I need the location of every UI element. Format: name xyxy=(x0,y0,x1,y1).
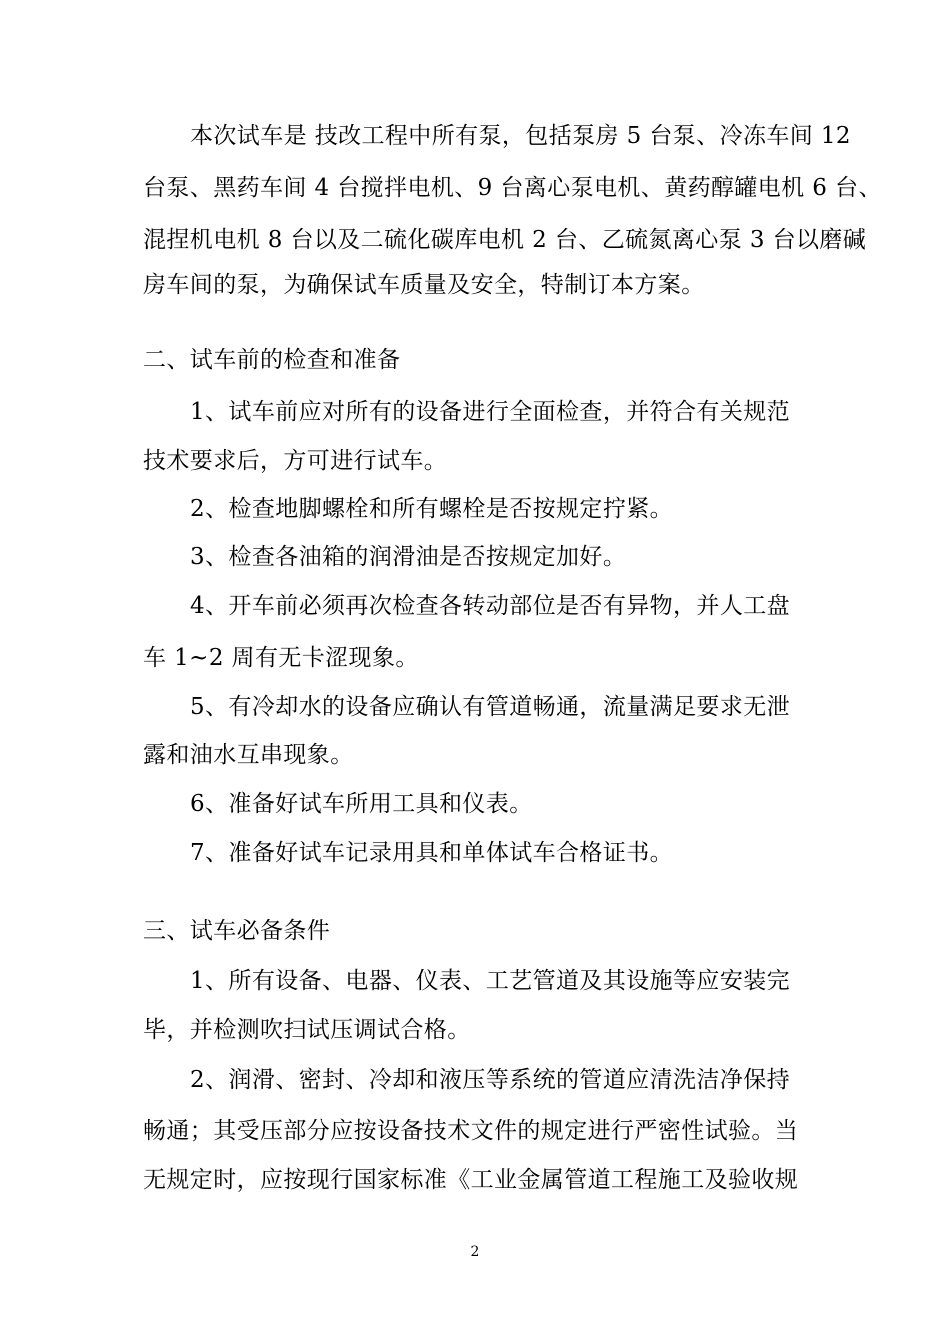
section3-line-4: 畅通；其受压部分应按设备技术文件的规定进行严密性试验。当 xyxy=(143,1118,799,1144)
section2-line-6: 车 1~2 周有无卡涩现象。 xyxy=(143,645,419,671)
section2-line-9: 6、准备好试车所用工具和仪表。 xyxy=(190,791,533,817)
intro-line-4: 房车间的泵，为确保试车质量及安全，特制订本方案。 xyxy=(143,272,705,298)
intro-line-2: 台泵、黑药车间 4 台搅拌电机、9 台离心泵电机、黄药醇罐电机 6 台、 xyxy=(143,175,882,201)
section2-line-8: 露和油水互串现象。 xyxy=(143,742,354,768)
section2-line-10: 7、准备好试车记录用具和单体试车合格证书。 xyxy=(190,840,674,866)
section3-line-2: 毕，并检测吹扫试压调试合格。 xyxy=(143,1017,471,1043)
section2-line-7: 5、有冷却水的设备应确认有管道畅通，流量满足要求无泄 xyxy=(190,694,791,720)
intro-line-1: 本次试车是 技改工程中所有泵，包括泵房 5 台泵、冷冻车间 12 xyxy=(190,123,851,149)
section2-heading: 二、试车前的检查和准备 xyxy=(143,347,401,373)
section2-line-2: 技术要求后，方可进行试车。 xyxy=(143,448,448,474)
section2-line-3: 2、检查地脚螺栓和所有螺栓是否按规定拧紧。 xyxy=(190,496,674,522)
section3-line-5: 无规定时，应按现行国家标准《工业金属管道工程施工及验收规 xyxy=(143,1167,799,1193)
page-number: 2 xyxy=(470,1244,480,1260)
section2-line-1: 1、试车前应对所有的设备进行全面检查，并符合有关规范 xyxy=(190,399,791,425)
section3-line-3: 2、润滑、密封、冷却和液压等系统的管道应清洗洁净保持 xyxy=(190,1067,791,1093)
section3-line-1: 1、所有设备、电器、仪表、工艺管道及其设施等应安装完 xyxy=(190,968,791,994)
section3-heading: 三、试车必备条件 xyxy=(143,918,331,944)
intro-line-3: 混捏机电机 8 台以及二硫化碳库电机 2 台、乙硫氮离心泵 3 台以磨碱 xyxy=(143,227,867,253)
section2-line-5: 4、开车前必须再次检查各转动部位是否有异物，并人工盘 xyxy=(190,593,791,619)
section2-line-4: 3、检查各油箱的润滑油是否按规定加好。 xyxy=(190,544,627,570)
